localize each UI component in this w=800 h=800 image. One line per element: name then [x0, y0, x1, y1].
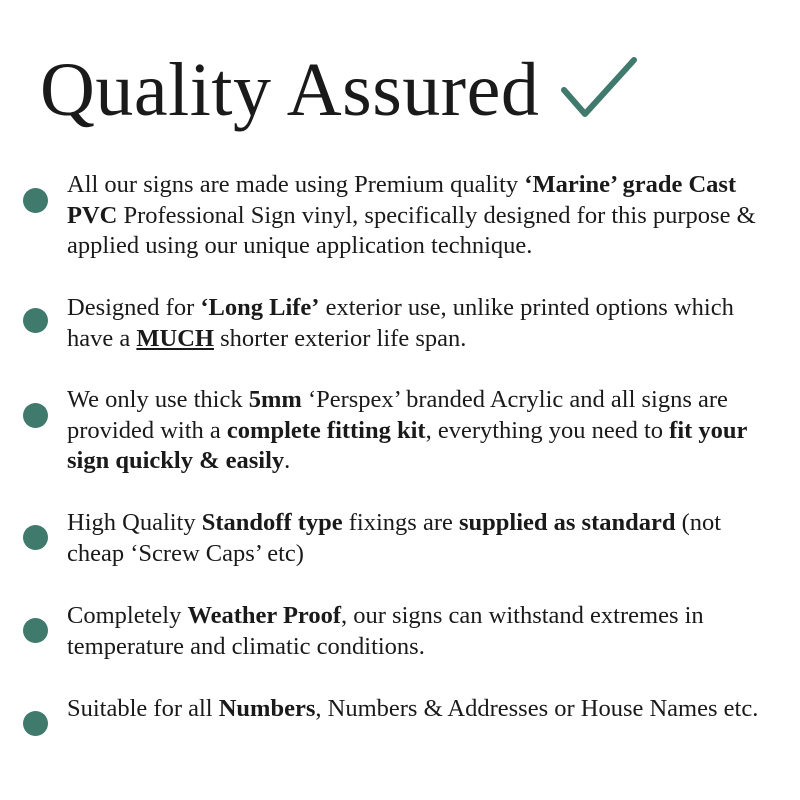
- emphasis-text: ‘Long Life’: [200, 294, 320, 321]
- text-segment: , everything you need to: [425, 416, 670, 444]
- checkmark-icon: [561, 54, 637, 126]
- emphasis-text: fit your sign quickly & easily: [67, 416, 747, 474]
- emphasis-text: ‘Marine’ grade Cast PVC: [67, 171, 737, 229]
- bullet-dot: [23, 403, 48, 428]
- emphasis-text: Weather Proof: [187, 602, 341, 629]
- text-segment: , Numbers & Addresses or House Names etc.: [315, 695, 759, 722]
- emphasis-text: Numbers: [218, 695, 316, 722]
- bullet-dot: [23, 618, 48, 643]
- text-segment: exterior use, unlike printed options which have a: [67, 294, 734, 352]
- bullet-dot: [23, 525, 48, 550]
- emphasis-text: MUCH: [136, 324, 214, 352]
- text-segment: High Quality: [67, 509, 202, 536]
- text-segment: , our signs can withstand extremes in temperature and climatic conditions.: [67, 602, 704, 660]
- bullet-text: [67, 293, 782, 354]
- page-title: Quality Assured: [40, 48, 540, 132]
- text-segment: ‘Perspex’ branded Acrylic and all signs are provided with a: [67, 386, 728, 444]
- text-segment: Suitable for all: [67, 695, 219, 722]
- emphasis-text: supplied as standard: [458, 509, 676, 536]
- header: [40, 40, 637, 140]
- bullet-dot: [23, 711, 48, 736]
- bullet-text: [67, 170, 782, 262]
- bullet-text: [67, 385, 782, 477]
- emphasis-text: complete fitting kit: [226, 416, 426, 444]
- text-segment: (not cheap ‘Screw Caps’ etc): [67, 509, 722, 567]
- text-segment: fixings are: [342, 509, 459, 536]
- bullet-text: [67, 694, 782, 725]
- bullet-text: [67, 601, 782, 662]
- text-segment: .: [284, 447, 291, 474]
- text-segment: Completely: [67, 602, 188, 629]
- text-segment: shorter exterior life span.: [213, 324, 467, 352]
- text-segment: Designed for: [67, 294, 201, 321]
- bullet-dot: [23, 308, 48, 333]
- emphasis-text: Standoff type: [201, 509, 343, 536]
- text-segment: Professional Sign vinyl, specifically designed for this purpose & applied using our unique application technique.: [67, 201, 756, 259]
- bullet-dot: [23, 188, 48, 213]
- emphasis-text: 5mm: [248, 386, 302, 413]
- bullet-text: [67, 508, 782, 569]
- text-segment: All our signs are made using Premium quality: [67, 171, 525, 198]
- text-segment: We only use thick: [67, 386, 249, 413]
